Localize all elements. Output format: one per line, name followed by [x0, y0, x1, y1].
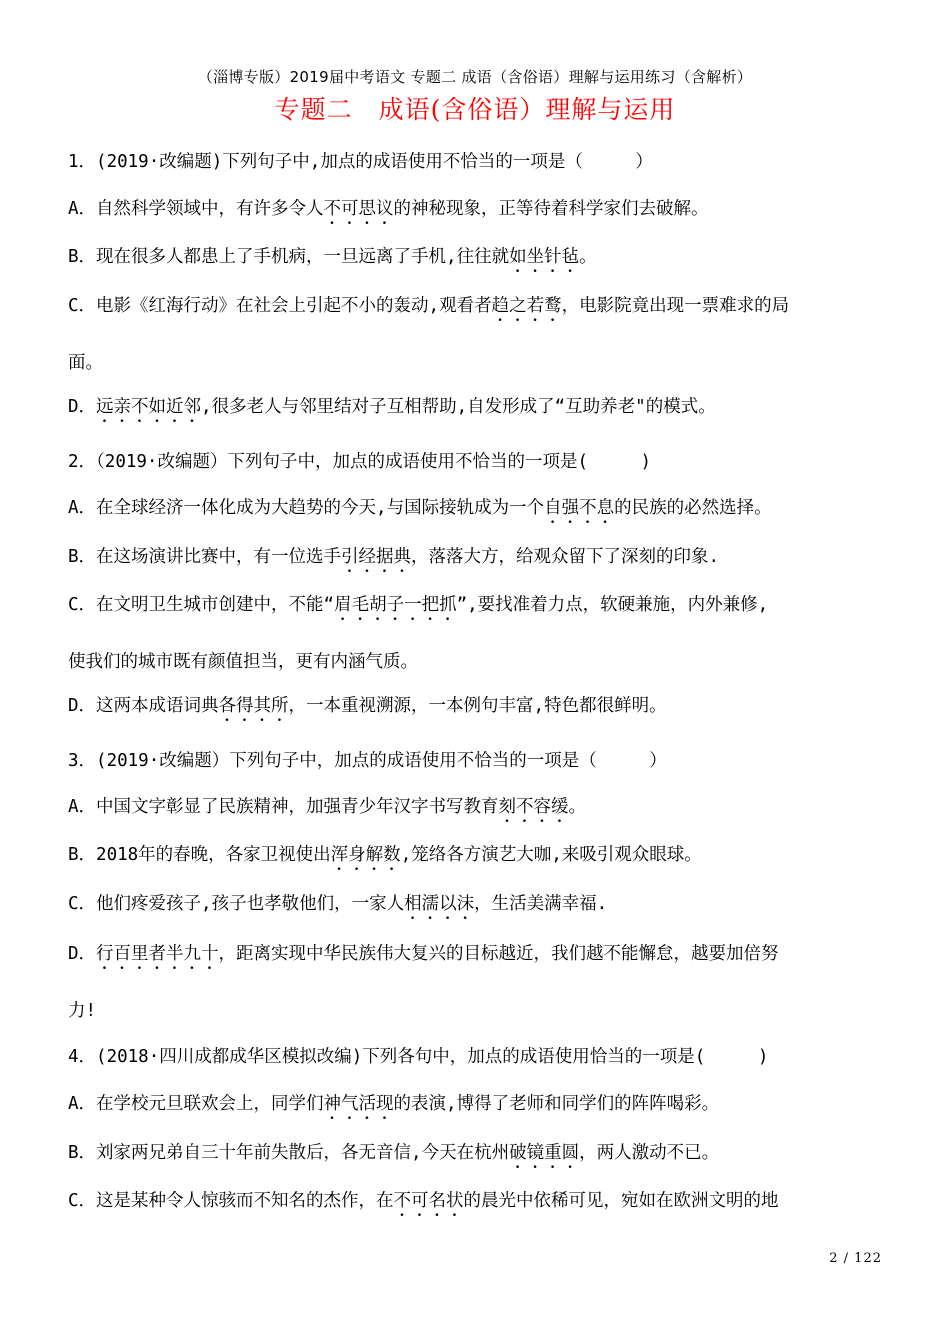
question-3-stem: 3．(2019·改编题）下列句子中，加点的成语使用不恰当的一项是（ ） [68, 751, 667, 771]
page-number: 2 / 122 [829, 1251, 882, 1266]
question-4-option-b: B．刘家两兄弟自三十年前失散后，各无音信,今天在杭州破镜重圆，两人激动不已。 [68, 1143, 720, 1163]
emphasized-idiom: 神气活现 [323, 1094, 394, 1114]
section-title: 专题二 成语(含俗语）理解与运用 [274, 95, 676, 124]
emphasized-idiom: 刻不容缓 [498, 797, 569, 817]
emphasized-idiom: 相濡以沫 [404, 894, 475, 914]
question-2-option-c: C．在文明卫生城市创建中，不能“眉毛胡子一把抓”,要找准着力点，软硬兼施，内外兼修, [68, 595, 769, 615]
question-1-option-c: C．电影《红海行动》在社会上引起不小的轰动,观看者趋之若鹜，电影院竟出现一票难求的局 [68, 296, 790, 316]
question-4-option-a: A．在学校元旦联欢会上，同学们神气活现的表演,博得了老师和同学们的阵阵喝彩。 [68, 1094, 720, 1114]
emphasized-idiom: 趋之若鹜 [491, 296, 562, 316]
question-2-option-b: B．在这场演讲比赛中，有一位选手引经据典，落落大方，给观众留下了深刻的印象. [68, 547, 720, 567]
question-4-option-c: C．这是某种令人惊骇而不知名的杰作，在不可名状的晨光中依稀可见，宛如在欧洲文明的地 [68, 1191, 779, 1211]
emphasized-idiom: 眉毛胡子一把抓 [334, 595, 457, 615]
emphasized-idiom: 行百里者半九十 [96, 944, 219, 964]
emphasized-idiom: 浑身解数 [330, 845, 401, 865]
question-1-option-b: B．现在很多人都患上了手机病，一旦远离了手机,往往就如坐针毡。 [68, 247, 597, 267]
question-3-option-b: B．2018年的春晚，各家卫视使出浑身解数,笼络各方演艺大咖,来吸引观众眼球。 [68, 845, 702, 865]
emphasized-idiom: 自强不息 [544, 498, 615, 518]
question-2-option-c-cont: 使我们的城市既有颜值担当，更有内涵气质。 [68, 652, 418, 672]
question-2-stem: 2．（2019·改编题）下列句子中，加点的成语使用不恰当的一项是( ) [68, 452, 652, 472]
question-3-option-d-cont: 力! [68, 1001, 97, 1021]
question-1-stem: 1．(2019·改编题)下列句子中,加点的成语使用不恰当的一项是（ ） [68, 152, 653, 172]
question-3-option-c: C．他们疼爱孩子,孩子也孝敬他们，一家人相濡以沫，生活美满幸福. [68, 894, 608, 914]
question-4-stem: 4．(2018·四川成都成华区模拟改编)下列各句中，加点的成语使用恰当的一项是( ) [68, 1047, 769, 1067]
emphasized-idiom: 不可思议 [323, 199, 394, 219]
question-1-option-d: D．远亲不如近邻,很多老人与邻里结对子互相帮助,自发形成了“互助养老"的模式。 [68, 397, 716, 417]
question-1-option-a: A．自然科学领域中，有许多令人不可思议的神秘现象，正等待着科学家们去破解。 [68, 199, 709, 219]
question-2-option-d: D．这两本成语词典各得其所，一本重视溯源，一本例句丰富,特色都很鲜明。 [68, 696, 667, 716]
emphasized-idiom: 破镜重圆 [509, 1143, 580, 1163]
document-header: （淄博专版）2019届中考语文 专题二 成语（含俗语）理解与运用练习（含解析） [197, 68, 753, 86]
emphasized-idiom: 如坐针毡 [509, 247, 580, 267]
emphasized-idiom: 远亲不如近邻 [96, 397, 202, 417]
question-3-option-d: D．行百里者半九十，距离实现中华民族伟大复兴的目标越近，我们越不能懈怠，越要加倍努 [68, 944, 779, 964]
question-3-option-a: A．中国文字彰显了民族精神，加强青少年汉字书写教育刻不容缓。 [68, 797, 587, 817]
question-2-option-a: A．在全球经济一体化成为大趋势的今天,与国际接轨成为一个自强不息的民族的必然选择。 [68, 498, 772, 518]
emphasized-idiom: 不可名状 [393, 1191, 464, 1211]
emphasized-idiom: 引经据典 [341, 547, 412, 567]
question-1-option-c-cont: 面。 [68, 353, 103, 373]
emphasized-idiom: 各得其所 [218, 696, 289, 716]
